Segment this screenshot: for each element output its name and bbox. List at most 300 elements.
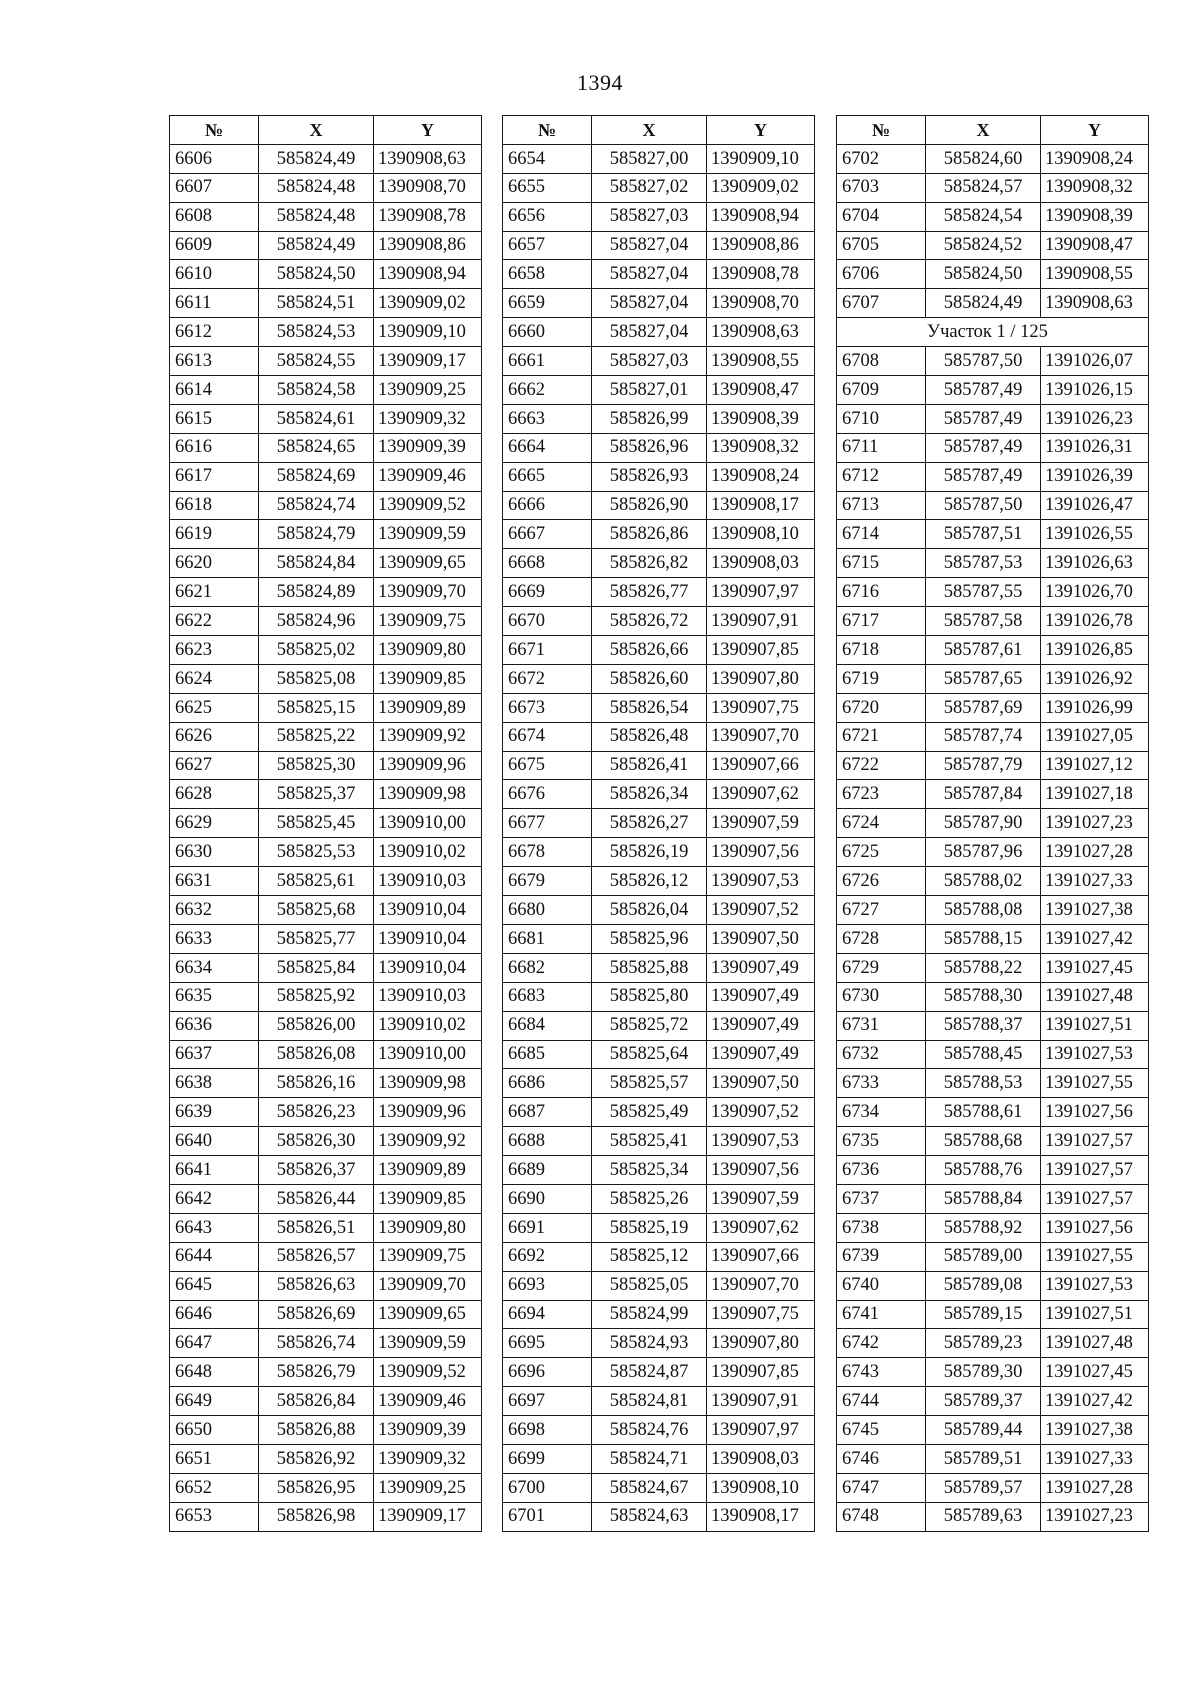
point-number-cell: 6619 (170, 520, 259, 549)
x-coordinate-cell: 585825,15 (259, 693, 374, 722)
x-coordinate-cell: 585824,93 (592, 1329, 707, 1358)
y-coordinate-cell: 1390907,62 (707, 780, 815, 809)
y-coordinate-cell: 1390909,80 (374, 1213, 482, 1242)
point-number-cell: 6684 (503, 1011, 592, 1040)
table-row (837, 520, 1149, 549)
table-row (170, 289, 482, 318)
x-coordinate-cell: 585826,04 (592, 896, 707, 925)
x-coordinate-cell: 585789,51 (926, 1444, 1041, 1473)
x-coordinate-cell: 585788,76 (926, 1156, 1041, 1185)
table-header-row (503, 116, 815, 145)
table-row (170, 896, 482, 925)
point-number-cell: 6633 (170, 924, 259, 953)
x-coordinate-cell: 585826,44 (259, 1184, 374, 1213)
y-coordinate-cell: 1391026,63 (1041, 549, 1149, 578)
table-row (837, 953, 1149, 982)
point-number-cell: 6666 (503, 491, 592, 520)
table-row (503, 1040, 815, 1069)
table-row (837, 462, 1149, 491)
point-number-cell: 6638 (170, 1069, 259, 1098)
point-number-cell: 6630 (170, 838, 259, 867)
table-row (503, 1271, 815, 1300)
y-coordinate-cell: 1390910,03 (374, 867, 482, 896)
table-row (503, 838, 815, 867)
table-row (503, 462, 815, 491)
table-row (837, 1242, 1149, 1271)
y-coordinate-cell: 1391026,70 (1041, 578, 1149, 607)
table-row (503, 1098, 815, 1127)
x-coordinate-cell: 585787,58 (926, 607, 1041, 636)
y-coordinate-cell: 1390909,98 (374, 1069, 482, 1098)
point-number-cell: 6689 (503, 1156, 592, 1185)
x-coordinate-cell: 585824,84 (259, 549, 374, 578)
table-row (503, 924, 815, 953)
table-row (837, 1358, 1149, 1387)
y-coordinate-cell: 1390909,96 (374, 1098, 482, 1127)
point-number-cell: 6645 (170, 1271, 259, 1300)
header-number: № (837, 116, 926, 145)
x-coordinate-cell: 585824,53 (259, 318, 374, 347)
table-row (837, 404, 1149, 433)
x-coordinate-cell: 585789,15 (926, 1300, 1041, 1329)
y-coordinate-cell: 1390910,02 (374, 838, 482, 867)
y-coordinate-cell: 1391026,92 (1041, 664, 1149, 693)
y-coordinate-cell: 1390909,52 (374, 491, 482, 520)
coordinates-table-3 (836, 115, 1149, 1532)
table-row (170, 1387, 482, 1416)
x-coordinate-cell: 585824,57 (926, 173, 1041, 202)
point-number-cell: 6677 (503, 809, 592, 838)
y-coordinate-cell: 1390909,65 (374, 549, 482, 578)
table-row (170, 780, 482, 809)
x-coordinate-cell: 585788,30 (926, 982, 1041, 1011)
y-coordinate-cell: 1390907,50 (707, 924, 815, 953)
point-number-cell: 6712 (837, 462, 926, 491)
point-number-cell: 6686 (503, 1069, 592, 1098)
y-coordinate-cell: 1390907,59 (707, 809, 815, 838)
x-coordinate-cell: 585787,49 (926, 404, 1041, 433)
table-row (170, 144, 482, 173)
table-row (170, 491, 482, 520)
table-row (170, 231, 482, 260)
x-coordinate-cell: 585825,26 (592, 1184, 707, 1213)
table-row (837, 1300, 1149, 1329)
y-coordinate-cell: 1390909,80 (374, 636, 482, 665)
x-coordinate-cell: 585787,96 (926, 838, 1041, 867)
x-coordinate-cell: 585788,37 (926, 1011, 1041, 1040)
point-number-cell: 6609 (170, 231, 259, 260)
point-number-cell: 6644 (170, 1242, 259, 1271)
table-row (503, 1127, 815, 1156)
point-number-cell: 6713 (837, 491, 926, 520)
x-coordinate-cell: 585825,34 (592, 1156, 707, 1185)
point-number-cell: 6627 (170, 751, 259, 780)
table-row (503, 722, 815, 751)
point-number-cell: 6672 (503, 664, 592, 693)
x-coordinate-cell: 585825,12 (592, 1242, 707, 1271)
table-row (503, 1358, 815, 1387)
x-coordinate-cell: 585825,37 (259, 780, 374, 809)
point-number-cell: 6681 (503, 924, 592, 953)
point-number-cell: 6673 (503, 693, 592, 722)
y-coordinate-cell: 1390908,10 (707, 1473, 815, 1502)
x-coordinate-cell: 585824,52 (926, 231, 1041, 260)
y-coordinate-cell: 1390908,94 (374, 260, 482, 289)
y-coordinate-cell: 1390908,32 (707, 433, 815, 462)
y-coordinate-cell: 1390907,62 (707, 1213, 815, 1242)
x-coordinate-cell: 585825,02 (259, 636, 374, 665)
x-coordinate-cell: 585826,77 (592, 578, 707, 607)
table-row (837, 1156, 1149, 1185)
point-number-cell: 6683 (503, 982, 592, 1011)
y-coordinate-cell: 1390907,50 (707, 1069, 815, 1098)
point-number-cell: 6659 (503, 289, 592, 318)
point-number-cell: 6691 (503, 1213, 592, 1242)
y-coordinate-cell: 1390909,70 (374, 1271, 482, 1300)
table-row (837, 838, 1149, 867)
point-number-cell: 6724 (837, 809, 926, 838)
y-coordinate-cell: 1390910,04 (374, 953, 482, 982)
point-number-cell: 6746 (837, 1444, 926, 1473)
table-row (837, 1502, 1149, 1531)
point-number-cell: 6675 (503, 751, 592, 780)
point-number-cell: 6698 (503, 1416, 592, 1445)
table-row (837, 1069, 1149, 1098)
table-row (837, 607, 1149, 636)
y-coordinate-cell: 1390909,75 (374, 1242, 482, 1271)
x-coordinate-cell: 585824,65 (259, 433, 374, 462)
point-number-cell: 6654 (503, 144, 592, 173)
x-coordinate-cell: 585789,30 (926, 1358, 1041, 1387)
x-coordinate-cell: 585826,93 (592, 462, 707, 491)
x-coordinate-cell: 585825,77 (259, 924, 374, 953)
x-coordinate-cell: 585824,50 (926, 260, 1041, 289)
x-coordinate-cell: 585826,90 (592, 491, 707, 520)
y-coordinate-cell: 1390908,39 (707, 404, 815, 433)
point-number-cell: 6670 (503, 607, 592, 636)
table-row (837, 491, 1149, 520)
table-row (837, 1098, 1149, 1127)
point-number-cell: 6615 (170, 404, 259, 433)
table-row (170, 953, 482, 982)
point-number-cell: 6695 (503, 1329, 592, 1358)
x-coordinate-cell: 585788,15 (926, 924, 1041, 953)
x-coordinate-cell: 585824,63 (592, 1502, 707, 1531)
point-number-cell: 6731 (837, 1011, 926, 1040)
x-coordinate-cell: 585826,37 (259, 1156, 374, 1185)
y-coordinate-cell: 1390907,66 (707, 751, 815, 780)
x-coordinate-cell: 585824,49 (259, 231, 374, 260)
y-coordinate-cell: 1390908,03 (707, 1444, 815, 1473)
x-coordinate-cell: 585826,63 (259, 1271, 374, 1300)
x-coordinate-cell: 585826,96 (592, 433, 707, 462)
point-number-cell: 6639 (170, 1098, 259, 1127)
point-number-cell: 6636 (170, 1011, 259, 1040)
point-number-cell: 6665 (503, 462, 592, 491)
x-coordinate-cell: 585826,74 (259, 1329, 374, 1358)
table-row (503, 1156, 815, 1185)
x-coordinate-cell: 585827,04 (592, 318, 707, 347)
table-row (837, 982, 1149, 1011)
x-coordinate-cell: 585825,30 (259, 751, 374, 780)
y-coordinate-cell: 1390908,63 (1041, 289, 1149, 318)
point-number-cell: 6635 (170, 982, 259, 1011)
section-row (837, 318, 1149, 347)
table-row (503, 376, 815, 405)
y-coordinate-cell: 1390910,00 (374, 809, 482, 838)
y-coordinate-cell: 1390909,92 (374, 722, 482, 751)
table-row (170, 173, 482, 202)
y-coordinate-cell: 1390908,55 (707, 347, 815, 376)
x-coordinate-cell: 585825,92 (259, 982, 374, 1011)
table-row (170, 924, 482, 953)
x-coordinate-cell: 585827,04 (592, 231, 707, 260)
x-coordinate-cell: 585824,51 (259, 289, 374, 318)
table-row (503, 1329, 815, 1358)
table-row (170, 318, 482, 347)
x-coordinate-cell: 585824,76 (592, 1416, 707, 1445)
table-row (503, 491, 815, 520)
table-row (837, 809, 1149, 838)
point-number-cell: 6608 (170, 202, 259, 231)
table-row (503, 1387, 815, 1416)
point-number-cell: 6679 (503, 867, 592, 896)
x-coordinate-cell: 585824,55 (259, 347, 374, 376)
y-coordinate-cell: 1391027,51 (1041, 1011, 1149, 1040)
x-coordinate-cell: 585789,63 (926, 1502, 1041, 1531)
table-row (837, 144, 1149, 173)
y-coordinate-cell: 1391026,23 (1041, 404, 1149, 433)
point-number-cell: 6687 (503, 1098, 592, 1127)
x-coordinate-cell: 585824,99 (592, 1300, 707, 1329)
table-row (503, 636, 815, 665)
x-coordinate-cell: 585826,19 (592, 838, 707, 867)
table-row (503, 347, 815, 376)
table-row (170, 1127, 482, 1156)
x-coordinate-cell: 585787,65 (926, 664, 1041, 693)
table-row (170, 578, 482, 607)
table-row (503, 144, 815, 173)
x-coordinate-cell: 585826,41 (592, 751, 707, 780)
header-x: X (592, 116, 707, 145)
point-number-cell: 6624 (170, 664, 259, 693)
y-coordinate-cell: 1391027,55 (1041, 1242, 1149, 1271)
point-number-cell: 6696 (503, 1358, 592, 1387)
y-coordinate-cell: 1390909,10 (707, 144, 815, 173)
x-coordinate-cell: 585826,30 (259, 1127, 374, 1156)
point-number-cell: 6631 (170, 867, 259, 896)
point-number-cell: 6649 (170, 1387, 259, 1416)
point-number-cell: 6719 (837, 664, 926, 693)
table-row (837, 1473, 1149, 1502)
header-y: Y (1041, 116, 1149, 145)
table-row (170, 1271, 482, 1300)
y-coordinate-cell: 1390909,32 (374, 404, 482, 433)
y-coordinate-cell: 1390909,85 (374, 664, 482, 693)
y-coordinate-cell: 1390907,49 (707, 1040, 815, 1069)
y-coordinate-cell: 1390907,91 (707, 1387, 815, 1416)
x-coordinate-cell: 585788,92 (926, 1213, 1041, 1242)
y-coordinate-cell: 1390909,46 (374, 462, 482, 491)
y-coordinate-cell: 1390907,70 (707, 1271, 815, 1300)
y-coordinate-cell: 1390907,56 (707, 1156, 815, 1185)
point-number-cell: 6741 (837, 1300, 926, 1329)
point-number-cell: 6655 (503, 173, 592, 202)
table-row (503, 1300, 815, 1329)
point-number-cell: 6667 (503, 520, 592, 549)
table-row (837, 924, 1149, 953)
point-number-cell: 6620 (170, 549, 259, 578)
y-coordinate-cell: 1391026,31 (1041, 433, 1149, 462)
point-number-cell: 6611 (170, 289, 259, 318)
table-row (837, 722, 1149, 751)
point-number-cell: 6678 (503, 838, 592, 867)
table-row (503, 231, 815, 260)
table-row (837, 1040, 1149, 1069)
table-row (503, 953, 815, 982)
x-coordinate-cell: 585787,49 (926, 433, 1041, 462)
point-number-cell: 6629 (170, 809, 259, 838)
y-coordinate-cell: 1390909,59 (374, 520, 482, 549)
table-row (170, 462, 482, 491)
y-coordinate-cell: 1391027,55 (1041, 1069, 1149, 1098)
point-number-cell: 6652 (170, 1473, 259, 1502)
x-coordinate-cell: 585789,00 (926, 1242, 1041, 1271)
x-coordinate-cell: 585826,92 (259, 1444, 374, 1473)
y-coordinate-cell: 1391027,48 (1041, 1329, 1149, 1358)
y-coordinate-cell: 1390909,25 (374, 1473, 482, 1502)
y-coordinate-cell: 1390907,53 (707, 867, 815, 896)
y-coordinate-cell: 1391027,18 (1041, 780, 1149, 809)
x-coordinate-cell: 585824,50 (259, 260, 374, 289)
y-coordinate-cell: 1391026,78 (1041, 607, 1149, 636)
point-number-cell: 6705 (837, 231, 926, 260)
table-row (837, 376, 1149, 405)
x-coordinate-cell: 585787,74 (926, 722, 1041, 751)
y-coordinate-cell: 1391027,45 (1041, 1358, 1149, 1387)
point-number-cell: 6726 (837, 867, 926, 896)
x-coordinate-cell: 585825,41 (592, 1127, 707, 1156)
header-x: X (259, 116, 374, 145)
point-number-cell: 6703 (837, 173, 926, 202)
y-coordinate-cell: 1390907,53 (707, 1127, 815, 1156)
point-number-cell: 6742 (837, 1329, 926, 1358)
y-coordinate-cell: 1390909,39 (374, 433, 482, 462)
point-number-cell: 6634 (170, 953, 259, 982)
y-coordinate-cell: 1390908,70 (374, 173, 482, 202)
y-coordinate-cell: 1390907,80 (707, 664, 815, 693)
table-row (170, 751, 482, 780)
y-coordinate-cell: 1390908,94 (707, 202, 815, 231)
coordinates-table-2 (502, 115, 815, 1532)
point-number-cell: 6618 (170, 491, 259, 520)
y-coordinate-cell: 1390907,49 (707, 1011, 815, 1040)
y-coordinate-cell: 1391027,57 (1041, 1184, 1149, 1213)
x-coordinate-cell: 585824,87 (592, 1358, 707, 1387)
table-row (837, 867, 1149, 896)
point-number-cell: 6743 (837, 1358, 926, 1387)
x-coordinate-cell: 585788,02 (926, 867, 1041, 896)
table-row (503, 549, 815, 578)
table-row (503, 1502, 815, 1531)
table-row (503, 809, 815, 838)
x-coordinate-cell: 585825,57 (592, 1069, 707, 1098)
table-row (170, 1184, 482, 1213)
y-coordinate-cell: 1390907,75 (707, 693, 815, 722)
point-number-cell: 6674 (503, 722, 592, 751)
x-coordinate-cell: 585824,69 (259, 462, 374, 491)
x-coordinate-cell: 585827,04 (592, 260, 707, 289)
table-row (837, 780, 1149, 809)
table-row (170, 1502, 482, 1531)
table-row (503, 1011, 815, 1040)
y-coordinate-cell: 1390908,78 (707, 260, 815, 289)
y-coordinate-cell: 1390907,70 (707, 722, 815, 751)
table-row (170, 1416, 482, 1445)
x-coordinate-cell: 585825,88 (592, 953, 707, 982)
y-coordinate-cell: 1390908,63 (707, 318, 815, 347)
y-coordinate-cell: 1390908,32 (1041, 173, 1149, 202)
point-number-cell: 6738 (837, 1213, 926, 1242)
y-coordinate-cell: 1390909,98 (374, 780, 482, 809)
point-number-cell: 6711 (837, 433, 926, 462)
y-coordinate-cell: 1390908,47 (707, 376, 815, 405)
table-row (837, 433, 1149, 462)
x-coordinate-cell: 585824,79 (259, 520, 374, 549)
table-row (837, 1213, 1149, 1242)
point-number-cell: 6732 (837, 1040, 926, 1069)
y-coordinate-cell: 1391027,56 (1041, 1213, 1149, 1242)
y-coordinate-cell: 1390907,52 (707, 1098, 815, 1127)
x-coordinate-cell: 585826,88 (259, 1416, 374, 1445)
table-row (503, 1069, 815, 1098)
point-number-cell: 6642 (170, 1184, 259, 1213)
x-coordinate-cell: 585826,08 (259, 1040, 374, 1069)
point-number-cell: 6704 (837, 202, 926, 231)
point-number-cell: 6748 (837, 1502, 926, 1531)
point-number-cell: 6736 (837, 1156, 926, 1185)
x-coordinate-cell: 585825,61 (259, 867, 374, 896)
table-row (837, 202, 1149, 231)
x-coordinate-cell: 585787,51 (926, 520, 1041, 549)
table-row (503, 1242, 815, 1271)
point-number-cell: 6668 (503, 549, 592, 578)
point-number-cell: 6697 (503, 1387, 592, 1416)
table-row (837, 1127, 1149, 1156)
point-number-cell: 6720 (837, 693, 926, 722)
point-number-cell: 6702 (837, 144, 926, 173)
y-coordinate-cell: 1391027,56 (1041, 1098, 1149, 1127)
x-coordinate-cell: 585825,05 (592, 1271, 707, 1300)
x-coordinate-cell: 585826,27 (592, 809, 707, 838)
x-coordinate-cell: 585787,49 (926, 376, 1041, 405)
y-coordinate-cell: 1391027,33 (1041, 1444, 1149, 1473)
y-coordinate-cell: 1390910,04 (374, 896, 482, 925)
y-coordinate-cell: 1390909,39 (374, 1416, 482, 1445)
point-number-cell: 6628 (170, 780, 259, 809)
point-number-cell: 6626 (170, 722, 259, 751)
point-number-cell: 6650 (170, 1416, 259, 1445)
x-coordinate-cell: 585826,84 (259, 1387, 374, 1416)
y-coordinate-cell: 1390907,85 (707, 636, 815, 665)
point-number-cell: 6714 (837, 520, 926, 549)
x-coordinate-cell: 585825,84 (259, 953, 374, 982)
y-coordinate-cell: 1391027,48 (1041, 982, 1149, 1011)
x-coordinate-cell: 585826,60 (592, 664, 707, 693)
x-coordinate-cell: 585824,89 (259, 578, 374, 607)
table-row (503, 867, 815, 896)
x-coordinate-cell: 585826,72 (592, 607, 707, 636)
